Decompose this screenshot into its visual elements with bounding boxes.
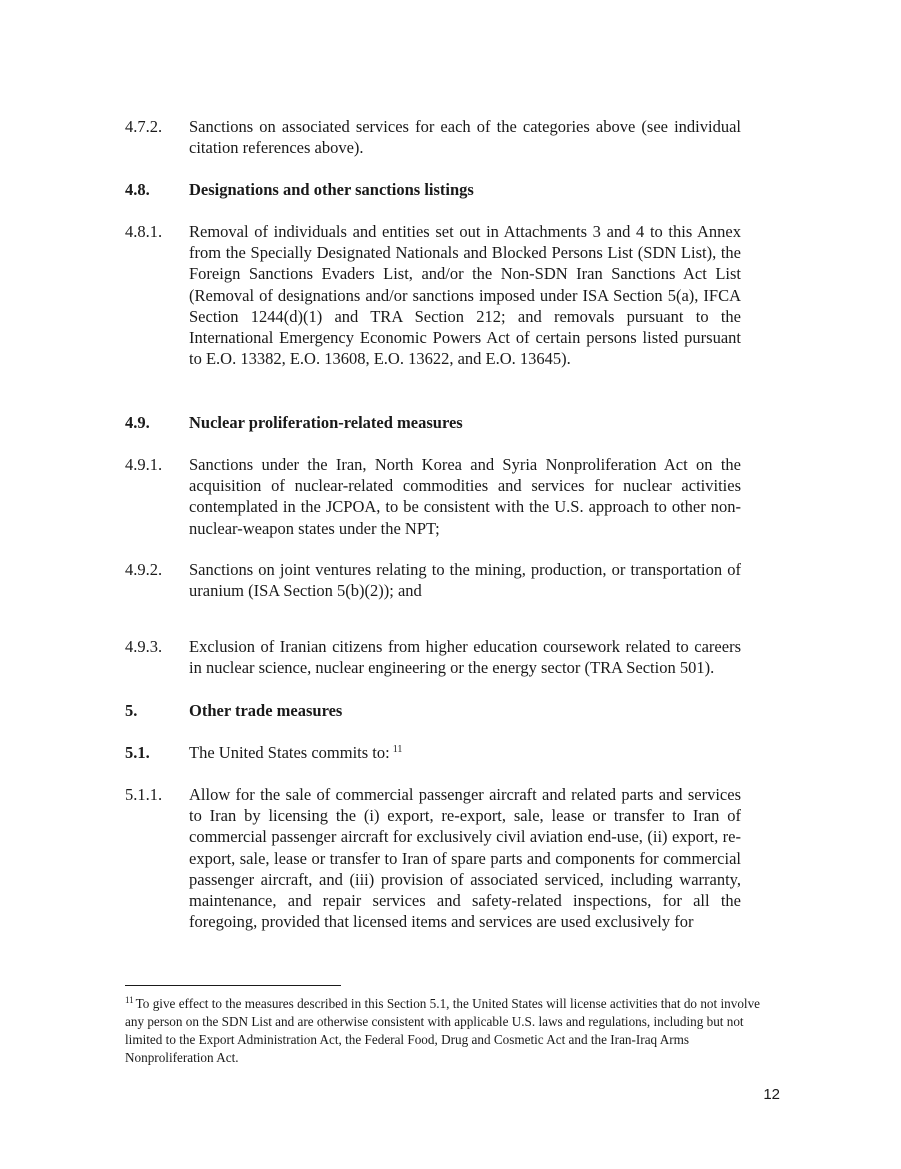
section-number: 5. bbox=[125, 701, 138, 720]
heading-4-8 bbox=[125, 179, 742, 200]
footnote-divider bbox=[125, 985, 341, 986]
section-number: 4.8.1. bbox=[125, 222, 163, 241]
section-heading: Designations and other sanctions listings bbox=[189, 180, 474, 199]
footnote-text: To give effect to the measures described in this Section 5.1, the United States will license activities that do not involve any person on the SDN List and are otherwise consistent with applicable U.S. laws and regulations, including but not limited to the Export Administration Act, the Federal Food, Drug and Cosmetic Act and the Iran-Iraq Arms Nonproliferation Act. bbox=[125, 996, 761, 1065]
section-text: Sanctions on joint ventures relating to the mining, production, or transportation of uranium (ISA Section 5(b)(2)); and bbox=[189, 560, 741, 601]
section-4-8-1 bbox=[125, 221, 742, 369]
section-text: Allow for the sale of commercial passenger aircraft and related parts and services to Iran by licensing the (i) export, re-export, sale, lease or transfer to Iran of commercial passenger aircraft for exclusively civil aviation end-use, (ii) export, re-export, sale, lease or transfer to Iran of spare parts and components for commercial passenger aircraft, and (iii) provision of associated serviced, including warranty, maintenance, and repair services and safety-related inspections, for all the foregoing, provided that licensed items and services are used exclusively for bbox=[189, 785, 741, 932]
section-heading: Nuclear proliferation-related measures bbox=[189, 413, 463, 432]
footnote-reference[interactable]: 11 bbox=[392, 743, 403, 755]
section-number: 5.1. bbox=[125, 743, 150, 762]
section-number: 4.9.3. bbox=[125, 637, 163, 656]
section-text: The United States commits to: bbox=[189, 743, 390, 762]
section-4-7-2 bbox=[125, 116, 742, 158]
page-number: 12 bbox=[763, 1086, 780, 1103]
section-heading: Other trade measures bbox=[189, 701, 343, 720]
heading-5 bbox=[125, 700, 742, 721]
section-4-9-1 bbox=[125, 454, 742, 539]
heading-4-9 bbox=[125, 412, 742, 433]
section-text: Exclusion of Iranian citizens from higher education coursework related to careers in nuclear science, nuclear engineering or the energy sector (TRA Section 501). bbox=[189, 637, 741, 678]
section-number: 4.9.1. bbox=[125, 455, 163, 474]
section-4-9-2 bbox=[125, 559, 742, 601]
footnote bbox=[125, 995, 773, 1067]
section-number: 5.1.1. bbox=[125, 785, 163, 804]
section-5-1 bbox=[125, 742, 742, 763]
section-text: Sanctions on associated services for each of the categories above (see individual citation references above). bbox=[189, 117, 741, 158]
section-number: 4.8. bbox=[125, 180, 150, 199]
section-text: Removal of individuals and entities set out in Attachments 3 and 4 to this Annex from the Specially Designated Nationals and Blocked Persons List (SDN List), the Foreign Sanctions Evaders List, and/or the Non-SDN Iran Sanctions Act List (Removal of designations and/or sanctions imposed under ISA Section 5(a), IFCA Section 1244(d)(1) and TRA Section 212; and removals pursuant to the International Emergency Economic Powers Act of certain persons listed pursuant to E.O. 13382, E.O. 13608, E.O. 13622, and E.O. 13645). bbox=[189, 222, 741, 369]
section-number: 4.7.2. bbox=[125, 117, 163, 136]
footnote-mark: 11 bbox=[125, 994, 134, 1005]
section-number: 4.9. bbox=[125, 413, 150, 432]
section-4-9-3 bbox=[125, 636, 742, 678]
section-5-1-1 bbox=[125, 784, 742, 932]
section-text: Sanctions under the Iran, North Korea and Syria Nonproliferation Act on the acquisition of nuclear-related commodities and services for nuclear activities contemplated in the JCPOA, to be consistent with the U.S. approach to other non-nuclear-weapon states under the NPT; bbox=[189, 455, 741, 538]
section-text-container bbox=[189, 742, 741, 763]
section-number: 4.9.2. bbox=[125, 560, 163, 579]
